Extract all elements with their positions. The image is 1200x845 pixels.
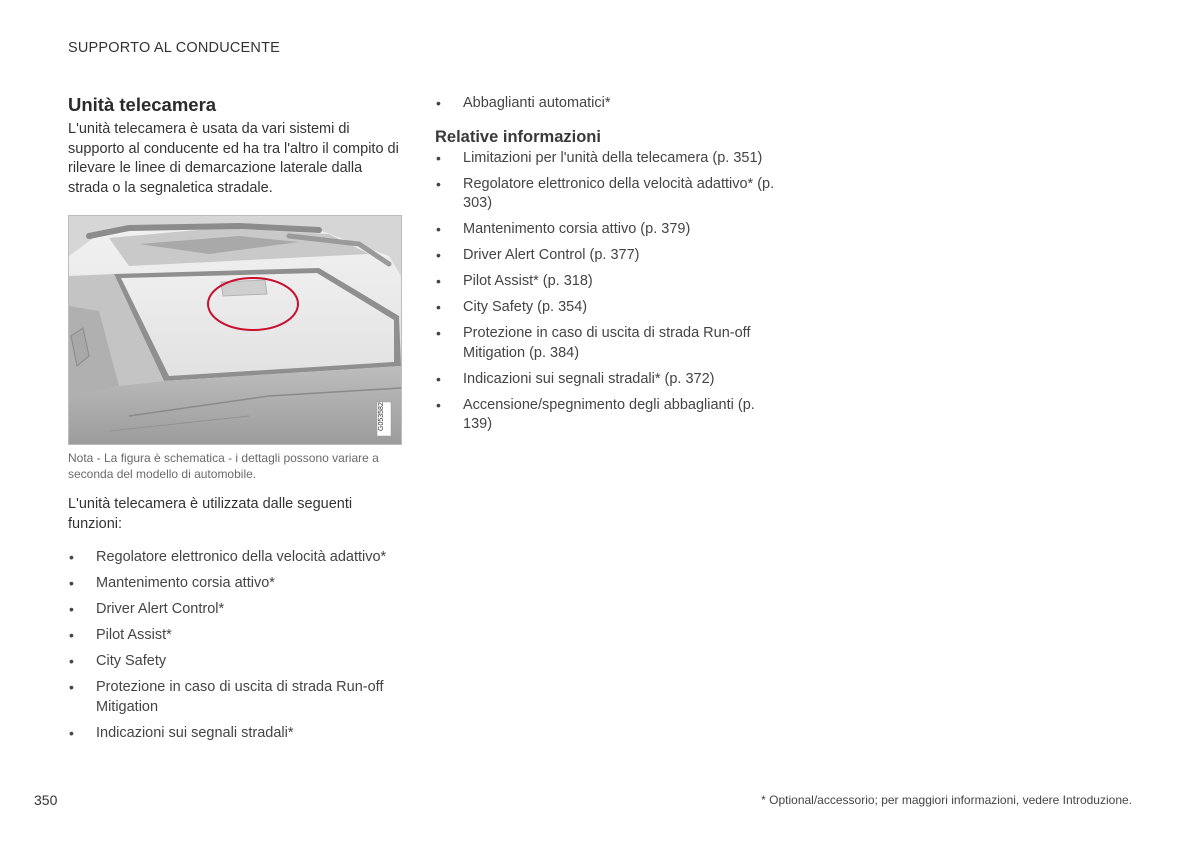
related-link-text[interactable]: Regolatore elettronico della velocità adattivo* (p. 303) <box>463 175 775 211</box>
related-link[interactable] <box>435 370 780 390</box>
left-column <box>68 94 403 750</box>
bullet-icon: • <box>436 325 441 341</box>
bullet-icon: • <box>69 724 74 741</box>
list-item-text: Mantenimento corsia attivo* <box>96 575 275 591</box>
related-link[interactable] <box>435 324 780 363</box>
bullet-icon: • <box>69 653 74 669</box>
list-item-text: Regolatore elettronico della velocità adattivo* <box>96 549 387 565</box>
functions-list-continued <box>435 94 780 114</box>
bullet-icon: • <box>69 575 74 591</box>
related-link-text[interactable]: Driver Alert Control (p. 377) <box>463 247 640 263</box>
list-item-text: Protezione in caso di uscita di strada Run-off Mitigation <box>96 679 384 715</box>
bullet-icon: • <box>436 247 441 263</box>
bullet-icon: • <box>436 221 441 237</box>
bullet-icon: • <box>436 273 441 289</box>
figure-code-label: G053582 <box>378 402 385 432</box>
section-header: SUPPORTO AL CONDUCENTE <box>68 40 281 56</box>
related-link-text[interactable]: Protezione in caso di uscita di strada Run-off Mitigation (p. 384) <box>463 325 751 361</box>
related-link[interactable] <box>435 396 780 435</box>
list-item <box>68 600 403 620</box>
list-item-text: Indicazioni sui segnali stradali* <box>96 724 294 741</box>
bullet-icon: • <box>436 149 441 166</box>
related-link[interactable] <box>435 175 780 214</box>
functions-intro: L'unità telecamera è utilizzata dalle seguenti funzioni: <box>68 496 353 532</box>
related-links-list <box>435 149 780 435</box>
list-item <box>68 626 403 646</box>
bullet-icon: • <box>436 299 441 315</box>
camera-unit-illustration <box>68 215 402 445</box>
bullet-icon: • <box>69 549 74 565</box>
bullet-icon: • <box>69 601 74 617</box>
figure-caption: Nota - La figura è schematica - i dettagli possono variare a seconda del modello di automobile. <box>68 451 379 481</box>
list-item-text: Driver Alert Control* <box>96 601 225 617</box>
bullet-icon: • <box>69 679 74 695</box>
related-link[interactable] <box>435 272 780 292</box>
related-link-text[interactable]: Pilot Assist* (p. 318) <box>463 273 593 289</box>
right-column <box>435 94 780 441</box>
list-item <box>435 94 780 114</box>
list-item-text: City Safety <box>96 653 167 669</box>
list-item-text: Abbaglianti automatici* <box>463 95 611 111</box>
bullet-icon: • <box>436 396 441 413</box>
related-link-text[interactable]: City Safety (p. 354) <box>463 299 588 315</box>
list-item <box>68 574 403 594</box>
related-link[interactable] <box>435 149 780 169</box>
related-link[interactable] <box>435 246 780 266</box>
bullet-icon: • <box>69 627 74 643</box>
related-link-text[interactable]: Mantenimento corsia attivo (p. 379) <box>463 221 691 237</box>
section-title: Unità telecamera <box>68 94 217 115</box>
related-link-text[interactable]: Indicazioni sui segnali stradali* (p. 372) <box>463 370 715 387</box>
page-number: 350 <box>34 792 58 808</box>
related-info-heading: Relative informazioni <box>435 127 601 146</box>
bullet-icon: • <box>436 370 441 387</box>
bullet-icon: • <box>436 175 441 192</box>
related-link-text[interactable]: Limitazioni per l'unità della telecamera (p. 351) <box>463 149 763 166</box>
list-item <box>68 652 403 672</box>
list-item <box>68 548 403 568</box>
related-link[interactable] <box>435 298 780 318</box>
intro-paragraph: L'unità telecamera è usata da vari sistemi di supporto al conducente ed ha tra l'altro il compito di rilevare le linee di demarcazione laterale dalla strada o la segnaletica stradale. <box>68 121 399 196</box>
list-item-text: Pilot Assist* <box>96 627 172 643</box>
bullet-icon: • <box>436 95 441 111</box>
functions-list <box>68 548 403 743</box>
related-link-text[interactable]: Accensione/spegnimento degli abbaglianti (p. 139) <box>463 396 755 432</box>
related-link[interactable] <box>435 220 780 240</box>
list-item <box>68 724 403 744</box>
footnote: * Optional/accessorio; per maggiori informazioni, vedere Introduzione. <box>761 793 1132 807</box>
list-item <box>68 678 403 717</box>
